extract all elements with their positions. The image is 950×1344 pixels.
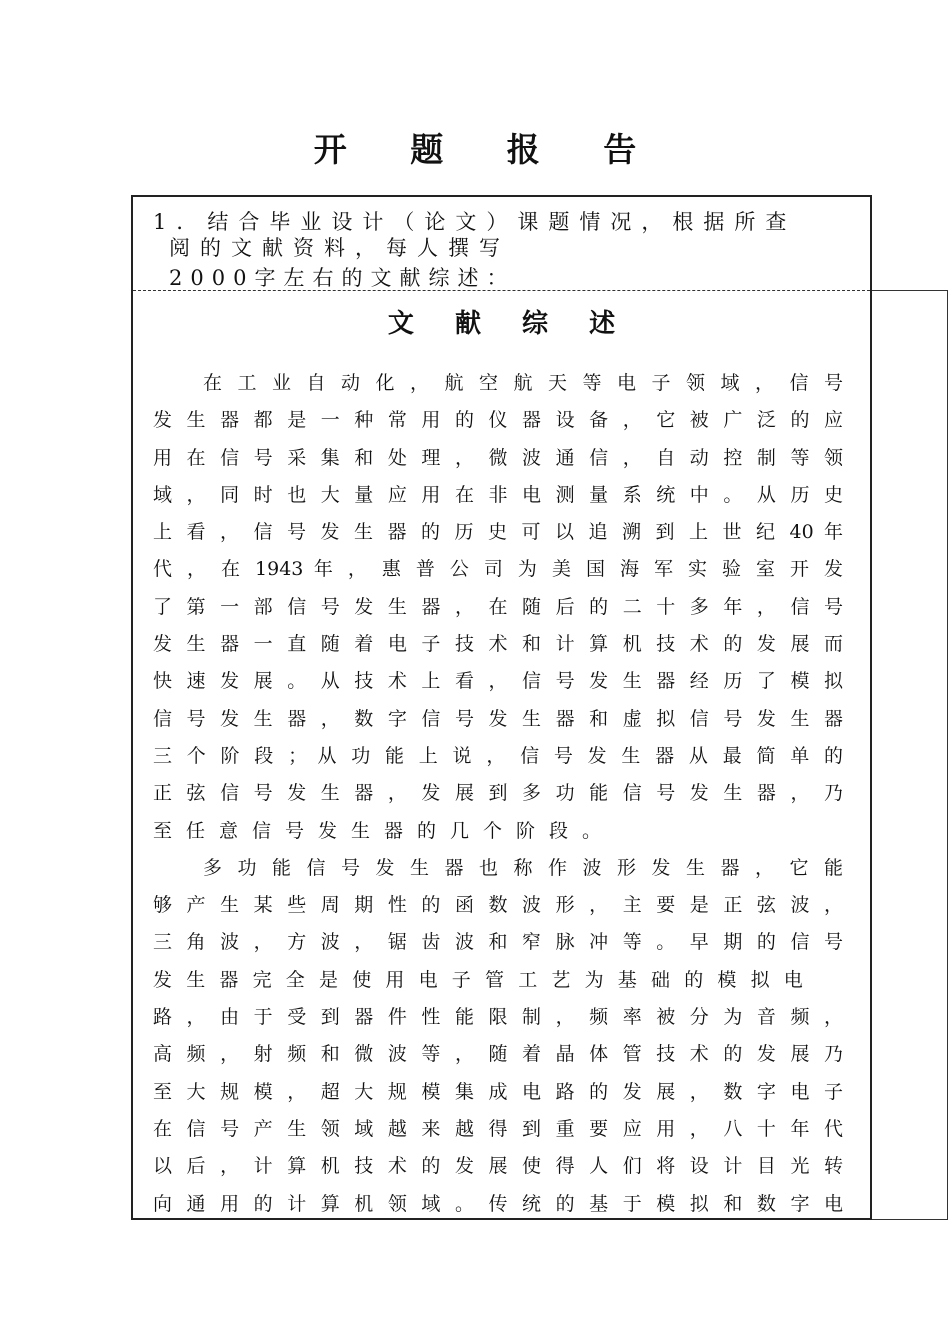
text-line: 上 看 ， 信 号 发 生 器 的 历 史 可 以 追 溯 到 上 世 纪 40 年 [153, 521, 843, 544]
text-line: 发 生 器 一 直 随 着 电 子 技 术 和 计 算 机 技 术 的 发 展 而 [153, 633, 843, 656]
text-line: 用 在 信 号 采 集 和 处 理 ， 微 波 通 信 ， 自 动 控 制 等 领 [153, 446, 843, 469]
text-line: 发生器完全是使用电子管工艺为基础的模拟电 [153, 968, 818, 991]
section-title: 文 献 综 述 [387, 309, 632, 339]
text-line: 三 角 波 ， 方 波 ， 锯 齿 波 和 窄 脉 冲 等 。 早 期 的 信 号 [153, 931, 843, 954]
text-line: 至 大 规 模 ， 超 大 规 模 集 成 电 路 的 发 展 ， 数 字 电 子 [153, 1080, 843, 1103]
text-line: 至任意信号发生器的几个阶段。 [153, 819, 616, 842]
question-line-2: 阅的文献资料，每人撰写 [169, 236, 510, 260]
text-line: 信 号 发 生 器 ， 数 字 信 号 发 生 器 和 虚 拟 信 号 发 生 器 [153, 707, 843, 730]
question-line-1: 1．结合毕业设计（论文）课题情况，根据所查 [153, 210, 797, 234]
text-line: 在 信 号 产 生 领 域 越 来 越 得 到 重 要 应 用 ， 八 十 年 代 [153, 1117, 843, 1140]
text-line: 以 后 ， 计 算 机 技 术 的 发 展 使 得 人 们 将 设 计 目 光 转 [153, 1155, 843, 1178]
question-cell [133, 197, 870, 291]
adjacent-table-column [872, 290, 948, 1220]
text-line: 多 功 能 信 号 发 生 器 也 称 作 波 形 发 生 器 ， 它 能 [203, 856, 843, 879]
text-line: 够 产 生 某 些 周 期 性 的 函 数 波 形 ， 主 要 是 正 弦 波 ， [153, 894, 843, 917]
text-line: 发 生 器 都 是 一 种 常 用 的 仪 器 设 备 ， 它 被 广 泛 的 应 [153, 409, 843, 432]
text-line: 域 ， 同 时 也 大 量 应 用 在 非 电 测 量 系 统 中 。 从 历 史 [153, 483, 843, 506]
text-line: 向 通 用 的 计 算 机 领 域 。 传 统 的 基 于 模 拟 和 数 字 电 [153, 1192, 843, 1215]
text-line: 了 第 一 部 信 号 发 生 器 ， 在 随 后 的 二 十 多 年 ， 信 号 [153, 595, 843, 618]
text-line: 代 ， 在 1943 年 ， 惠 普 公 司 为 美 国 海 军 实 验 室 开 发 [153, 558, 843, 581]
text-line: 快 速 发 展 。 从 技 术 上 看 ， 信 号 发 生 器 经 历 了 模 拟 [153, 670, 843, 693]
literature-review-text [153, 365, 843, 1223]
text-line: 路 ， 由 于 受 到 器 件 性 能 限 制 ， 频 率 被 分 为 音 频 ， [153, 1006, 843, 1029]
question-line-3: 2000字左右的文献综述： [169, 266, 516, 290]
page-title: 开 题 报 告 [313, 130, 663, 169]
text-line: 三 个 阶 段 ； 从 功 能 上 说 ， 信 号 发 生 器 从 最 简 单 的 [153, 744, 843, 767]
text-line: 正 弦 信 号 发 生 器 ， 发 展 到 多 功 能 信 号 发 生 器 ， 乃 [153, 782, 843, 805]
text-line: 在 工 业 自 动 化 ， 航 空 航 天 等 电 子 领 域 ， 信 号 [203, 372, 843, 394]
report-form-frame [131, 195, 872, 1220]
text-line: 高 频 ， 射 频 和 微 波 等 ， 随 着 晶 体 管 技 术 的 发 展 乃 [153, 1043, 843, 1066]
